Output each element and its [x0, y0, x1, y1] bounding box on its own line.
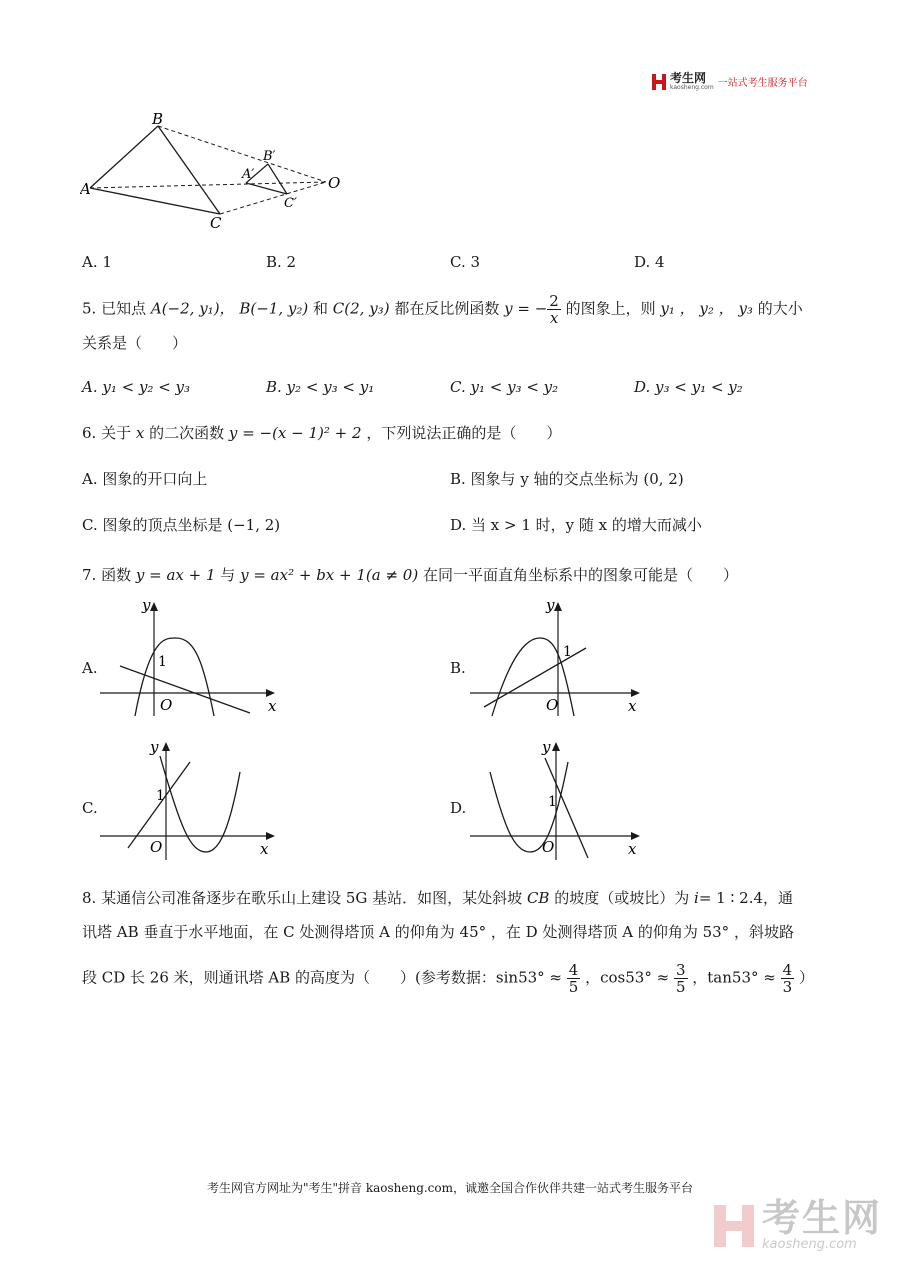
label-o: O — [328, 174, 341, 192]
footer-text: 考生网官方网址为"考生"拼音 kaosheng.com，诚邀全国合作伙伴共建一站式考生服务平台 — [206, 1181, 694, 1195]
q8-frac-cos — [674, 962, 688, 995]
brand-name: 考生网 — [670, 71, 707, 85]
graph-b-o: O — [546, 696, 559, 714]
q5-and: 和 — [313, 299, 329, 318]
graph-a-o: O — [160, 696, 173, 714]
q8-line1-a: 8. 某通信公司准备逐步在歌乐山上建设 5G 基站．如图，某处斜坡 — [82, 889, 523, 907]
watermark-text: 考生网 — [762, 1196, 883, 1240]
q8-frac-sin — [567, 962, 581, 995]
q6-stem-a: 6. 关于 — [82, 424, 132, 442]
label-c: C — [210, 214, 222, 232]
q5-stem-line2: 关系是（ ） — [82, 334, 188, 352]
q4-option-b[interactable]: B. 2 — [266, 253, 297, 271]
q8-line3-d: ） — [798, 968, 814, 987]
q4-option-a[interactable]: A. 1 — [82, 253, 112, 271]
graph-b-x: x — [628, 697, 637, 715]
q4-figure — [80, 110, 350, 235]
brand-slogan: 一站式考生服务平台 — [717, 78, 808, 89]
q8-line2: 讯塔 AB 垂直于水平地面，在 C 处测得塔顶 A 的仰角为 45° ，在 D 处测得塔顶 A 的仰角为 53° ，斜坡路 — [82, 923, 794, 941]
label-b: B — [152, 110, 164, 128]
q5-option-c[interactable]: C. y₁ < y₃ < y₂ — [450, 378, 559, 396]
q5-point-b: B(−1, y₂) — [239, 299, 309, 318]
graph-d-x: x — [628, 840, 637, 858]
q5-func-frac — [547, 293, 561, 326]
brand-text — [670, 72, 714, 91]
q5-stem-line1 — [82, 293, 803, 326]
q8-line3-c: ，tan53° ≈ — [692, 968, 776, 987]
q7-option-c[interactable]: C. — [82, 799, 98, 817]
q8-line3-a: 段 CD 长 26 米，则通讯塔 AB 的高度为（ ）(参考数据：sin53° ≈ — [82, 968, 562, 987]
q8-line3 — [82, 962, 814, 995]
graph-a-y: y — [142, 596, 151, 614]
q7-option-b[interactable]: B. — [450, 659, 466, 677]
q7-formula1: y = ax + 1 — [135, 566, 216, 584]
graph-c-o: O — [150, 838, 163, 856]
q5-stem-c: 的图象上，则 — [565, 299, 656, 318]
q6-formula: y = −(x − 1)² + 2 — [228, 424, 362, 442]
graph-b-one: 1 — [563, 644, 572, 660]
label-c1: C′ — [284, 196, 297, 211]
header-brand — [652, 72, 808, 91]
q5-vars: y₁ ， y₂ ， y₃ — [660, 299, 753, 318]
q4-option-d[interactable]: D. 4 — [634, 253, 665, 271]
label-a1: A′ — [242, 167, 255, 182]
q6-stem — [82, 423, 561, 443]
graph-c-y: y — [150, 738, 159, 756]
q5-func-den: x — [549, 309, 559, 327]
q7-stem-a: 7. 函数 — [82, 566, 132, 584]
q5-option-b[interactable]: B. y₂ < y₃ < y₁ — [266, 378, 375, 396]
q6-stem-c: 的二次函数 — [149, 424, 225, 442]
q8-frac-sin-den: 5 — [568, 978, 579, 996]
q6-option-c[interactable]: C. 图象的顶点坐标是 (−1, 2) — [82, 516, 281, 534]
q7-graph-d — [470, 736, 655, 861]
label-a: A — [80, 180, 91, 198]
graph-c-x: x — [260, 840, 269, 858]
watermark-url: kaosheng.com — [762, 1237, 857, 1252]
q4-option-c[interactable]: C. 3 — [450, 253, 481, 271]
q5-option-a[interactable]: A. y₁ < y₂ < y₃ — [82, 378, 191, 396]
brand-logo-icon — [652, 74, 666, 90]
q8-line3-b: ，cos53° ≈ — [585, 968, 670, 987]
q5-stem-b: 都在反比例函数 — [394, 299, 500, 318]
q8-frac-sin-num: 4 — [568, 961, 579, 979]
q7-stem — [82, 565, 738, 585]
graph-a-one: 1 — [158, 654, 167, 670]
q6-option-d[interactable]: D. 当 x > 1 时，y 随 x 的增大而减小 — [450, 516, 702, 534]
q6-stem-d: ，下列说法正确的是（ ） — [366, 424, 562, 442]
q6-stem-x: x — [135, 424, 145, 442]
q6-option-a[interactable]: A. 图象的开口向上 — [82, 470, 208, 488]
q5-stem-a: 5. 已知点 — [82, 299, 147, 318]
q8-frac-cos-den: 5 — [675, 978, 686, 996]
q7-graph-b — [470, 596, 655, 721]
q8-frac-cos-num: 3 — [675, 961, 686, 979]
q7-stem-c: 在同一平面直角坐标系中的图象可能是（ ） — [422, 566, 738, 584]
q5-point-c: C(2, y₃) — [332, 299, 390, 318]
q7-option-a[interactable]: A. — [82, 659, 98, 677]
graph-b-y: y — [546, 596, 555, 614]
q7-option-d[interactable]: D. — [450, 799, 467, 817]
q5-stem-d: 的大小 — [757, 299, 803, 318]
q6-option-b[interactable]: B. 图象与 y 轴的交点坐标为 (0, 2) — [450, 470, 684, 488]
q8-line1-i: i — [694, 889, 699, 907]
watermark-logo-icon — [714, 1203, 756, 1249]
q8-line1-c: = 1 ∶ 2.4，通 — [698, 889, 794, 907]
graph-d-y: y — [542, 738, 551, 756]
graph-d-one: 1 — [548, 794, 557, 810]
brand-url: kaosheng.com — [670, 84, 714, 91]
q8-line1-cb: CB — [526, 889, 550, 907]
graph-a-x: x — [268, 697, 277, 715]
q7-graph-a — [100, 596, 285, 721]
q7-stem-b: 与 — [220, 566, 236, 584]
q8-frac-tan-den: 3 — [782, 978, 793, 996]
q5-point-a: A(−2, y₁)， — [150, 299, 235, 318]
q5-func-num: 2 — [549, 292, 559, 310]
graph-c-one: 1 — [156, 788, 165, 804]
q8-frac-tan-num: 4 — [782, 961, 793, 979]
q8-frac-tan — [781, 962, 795, 995]
graph-d-o: O — [542, 838, 555, 856]
q8-line1 — [82, 888, 793, 908]
q7-graph-c — [100, 736, 285, 861]
label-b1: B′ — [263, 149, 276, 164]
watermark — [714, 1196, 883, 1252]
q8-line1-b: 的坡度（或坡比）为 — [554, 889, 690, 907]
q5-func-lhs: y = − — [504, 299, 548, 318]
q5-option-d[interactable]: D. y₃ < y₁ < y₂ — [634, 378, 743, 396]
q7-formula2: y = ax² + bx + 1(a ≠ 0) — [240, 566, 419, 584]
watermark-text-group — [762, 1196, 883, 1252]
